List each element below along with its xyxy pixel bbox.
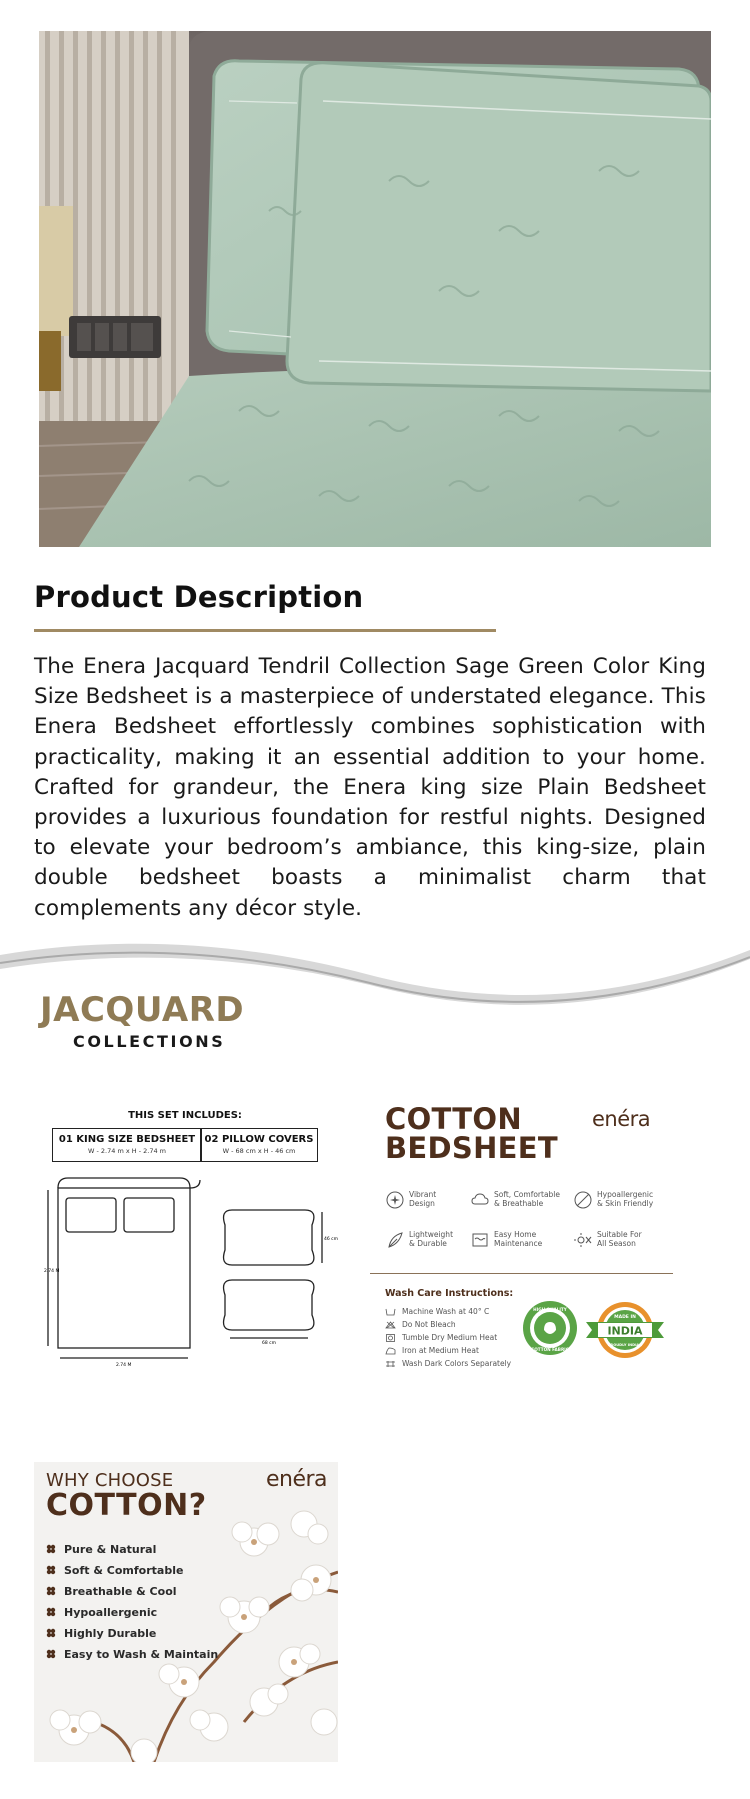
sheet-height-label: 2.74 M xyxy=(44,1269,60,1274)
cotton-bedsheet-title xyxy=(385,1102,558,1165)
bedsheet-info-box xyxy=(52,1128,202,1162)
feature-soft-comfortable xyxy=(470,1190,560,1218)
title-underline xyxy=(34,629,496,632)
panel-divider xyxy=(370,1273,673,1274)
feature-label-line1: Vibrant xyxy=(409,1190,437,1199)
cotton-boll-icon xyxy=(46,1544,56,1554)
cotton-bedsheet-panel xyxy=(370,1095,680,1385)
quality-badge-top: HIGH QUALITY xyxy=(533,1307,567,1312)
why-cotton-item xyxy=(46,1606,157,1619)
why-cotton-item-label: Hypoallergenic xyxy=(64,1606,158,1619)
wash-item-label: Wash Dark Colors Separately xyxy=(402,1359,512,1368)
set-includes-heading: THIS SET INCLUDES: xyxy=(128,1110,242,1121)
feature-label-line2: Maintenance xyxy=(494,1238,543,1248)
wash-item xyxy=(385,1320,456,1329)
why-cotton-item-label: Pure & Natural xyxy=(64,1543,157,1556)
wash-item-label: Machine Wash at 40° C xyxy=(402,1307,490,1316)
why-cotton-item-label: Highly Durable xyxy=(64,1627,157,1640)
why-cotton-item xyxy=(46,1585,177,1598)
bedsheet-title: 01 KING SIZE BEDSHEET xyxy=(58,1134,196,1145)
product-description-body: The Enera Jacquard Tendril Collection Sage Green Color King Size Bedsheet is a masterpiece of understated elegance. This Enera Bedsheet effortlessly combines sophistication with practicality, making it an essential addition to your home. Crafted for grandeur, the Enera king size Plain Bedsheet provides a luxurious foundation for restful nights. Designed to elevate your bedroom’s ambiance, this king-size, plain double bedsheet boasts a minimalist charm that complements any décor style. xyxy=(34,654,706,921)
cotton-boll-icon xyxy=(46,1586,56,1596)
pillow-info-box xyxy=(200,1128,318,1162)
wash-item-label: Tumble Dry Medium Heat xyxy=(402,1333,498,1342)
feature-label-line1: Lightweight xyxy=(409,1230,454,1239)
why-cotton-item xyxy=(46,1543,156,1556)
wash-item xyxy=(385,1346,479,1355)
why-cotton-item xyxy=(46,1627,156,1640)
feature-label-line2: & Durable xyxy=(409,1238,447,1248)
quality-badge xyxy=(522,1300,578,1356)
cotton-boll-icon xyxy=(46,1628,56,1638)
why-cotton-item xyxy=(46,1648,218,1661)
sheet-width-label: 2.74 M xyxy=(116,1363,132,1368)
product-description-title: Product Description xyxy=(34,580,364,614)
why-cotton-item-label: Breathable & Cool xyxy=(64,1585,177,1598)
pillow-height-label: 46 cm xyxy=(324,1237,339,1242)
pillow-title: 02 PILLOW COVERS xyxy=(204,1134,314,1145)
sun-snow-icon xyxy=(573,1230,593,1250)
feature-label-line1: Soft, Comfortable xyxy=(494,1190,561,1199)
wash-care-title: Wash Care Instructions: xyxy=(385,1288,514,1299)
separate-wash-icon xyxy=(385,1360,396,1368)
feather-icon xyxy=(385,1230,405,1250)
cotton-boll-icon xyxy=(46,1607,56,1617)
cotton-boll-icon xyxy=(46,1565,56,1575)
india-badge-main: INDIA xyxy=(607,1324,643,1338)
feature-lightweight xyxy=(385,1230,475,1258)
wash-item-label: Iron at Medium Heat xyxy=(402,1346,479,1355)
brand-logo: enéra xyxy=(266,1467,328,1492)
feature-easy-maintenance xyxy=(470,1230,560,1258)
wash-item-label: Do Not Bleach xyxy=(402,1320,456,1329)
no-allergen-icon xyxy=(573,1190,593,1210)
cloud-icon xyxy=(470,1190,490,1210)
why-cotton-panel xyxy=(34,1462,338,1762)
feature-all-season xyxy=(573,1230,663,1258)
wash-item xyxy=(385,1359,511,1368)
product-photo xyxy=(39,31,711,547)
india-badge-bottom: PROUDLY INDIAN xyxy=(607,1343,643,1347)
feature-label-line2: & Breathable xyxy=(494,1198,544,1208)
why-cotton-item-label: Easy to Wash & Maintain xyxy=(64,1648,219,1661)
india-badge-top: MADE IN xyxy=(614,1315,636,1320)
why-cotton-item-label: Soft & Comfortable xyxy=(64,1564,184,1577)
feature-vibrant-design xyxy=(385,1190,475,1218)
feature-label-line2: & Skin Friendly xyxy=(597,1198,654,1208)
bedsheet-size: W - 2.74 m x H - 2.74 m xyxy=(88,1147,166,1155)
feature-label-line1: Easy Home xyxy=(494,1230,537,1239)
feature-label-line2: Design xyxy=(409,1198,435,1208)
no-bleach-icon xyxy=(385,1321,396,1329)
cotton-title-line2: BEDSHEET xyxy=(385,1131,558,1165)
feature-label-line1: Suitable For xyxy=(597,1230,642,1239)
why-cotton-line2: COTTON? xyxy=(46,1488,207,1523)
made-in-india-badge xyxy=(586,1300,664,1360)
cotton-boll-icon xyxy=(46,1649,56,1659)
collection-subtitle: COLLECTIONS xyxy=(73,1032,226,1051)
wash-item xyxy=(385,1307,489,1316)
washing-icon xyxy=(470,1230,490,1250)
dimension-diagram xyxy=(40,1170,340,1380)
pillow-width-label: 68 cm xyxy=(262,1341,277,1346)
bedroom-illustration xyxy=(39,31,711,547)
cotton-title-line1: COTTON xyxy=(385,1102,522,1136)
set-includes-panel xyxy=(40,1100,340,1380)
iron-icon xyxy=(385,1347,396,1355)
quality-badge-bottom: COTTON FABRIC xyxy=(531,1347,569,1352)
why-cotton-line1: WHY CHOOSE xyxy=(46,1470,174,1491)
collection-title: JACQUARD xyxy=(40,990,245,1030)
wash-item xyxy=(385,1333,497,1342)
tumble-dry-icon xyxy=(385,1334,396,1342)
sparkle-circle-icon xyxy=(385,1190,405,1210)
feature-label-line1: Hypoallergenic xyxy=(597,1190,654,1199)
pillow-size: W - 68 cm x H - 46 cm xyxy=(222,1147,296,1155)
brand-logo: enéra xyxy=(592,1107,651,1131)
machine-wash-icon xyxy=(385,1308,396,1316)
feature-hypoallergenic xyxy=(573,1190,663,1218)
feature-label-line2: All Season xyxy=(597,1238,636,1248)
why-cotton-item xyxy=(46,1564,183,1577)
